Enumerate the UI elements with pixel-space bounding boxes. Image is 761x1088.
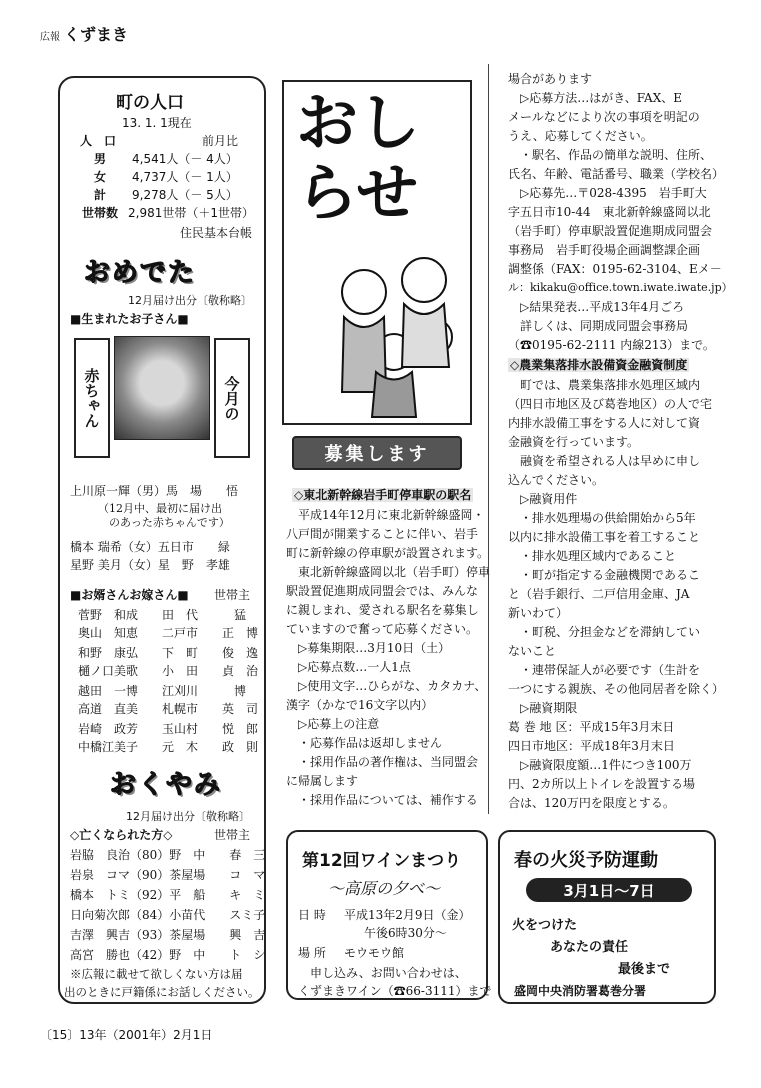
boshu-line: 八戸間が開業することに伴い、岩手 [286,527,479,541]
right-line: ・駅名、作品の簡単な説明、住所、 [508,148,713,162]
right-line: （☎0195-62-2111 内線213）まで。 [508,338,715,352]
right-line: ▷結果発表…平成13年4月ごろ [508,300,685,314]
fire-slogan-3: 最後まで [618,962,671,977]
oshirase-title [296,88,420,228]
wine-place-value: モウモウ館 [344,946,405,960]
wine-contact-2: くずまきワイン（☎66-3111）まで [298,984,492,998]
fire-slogan-2: あなたの責任 [550,940,629,955]
boshu-line: ▷使用文字…ひらがな、カタカナ、 [286,679,487,693]
population-value-male: 4,541人（－ 4人） [132,152,238,166]
right-line: ▷応募先…〒028-4395 岩手町大 [508,186,707,200]
omedeta-heading: おめでた [84,258,197,288]
boshu-line: 町に新幹線の停車駅が設置されます。 [286,546,490,560]
right-line: メールなどにより次の事項を明記の [508,110,700,124]
boshu-line: に親しまれ、愛される駅名を募集し [286,603,479,617]
featured-baby: 上川原一輝（男）馬 場 悟 [70,484,239,498]
marriage-heading: ■お婿さんお嫁さん■ [70,588,189,602]
loan-line: （四日市地区及び葛巻地区）の人で宅 [508,397,713,411]
omedeta-note: 12月届け出分〔敬称略〕 [128,294,252,307]
population-label-male: 男 [94,152,107,166]
right-line: 事務局 岩手町役場企画調整課企画 [508,243,701,257]
loan-line: ないこと [508,644,557,658]
loan-line: ・排水処理場の供給開始から5年 [508,511,696,525]
loan-line: ▷融資期限 [508,701,578,715]
marriage-row: 奥山 知恵 二戸市 正 博 [78,626,259,640]
boshu-line: ▷応募点数…一人1点 [286,660,411,674]
deceased-row: 岩脇 良治（80）野 中 春 三 [70,848,266,862]
oshirase-title-line2: らせ [296,156,419,229]
featured-note-1: （12月中、最初に届け出 [98,502,222,515]
fire-org: 盛岡中央消防署葛巻分署 [514,984,647,998]
households-value: 2,981世帯（＋1世帯） [128,206,254,220]
photo-right-panel [214,338,250,458]
masthead-name: くずまき [64,25,129,44]
baby-photo [114,336,210,440]
wine-date-label: 日 時 [298,908,326,922]
loan-line: 新いわて） [508,606,569,620]
okuyami-heading: おくやみ [110,770,223,800]
marriage-row: 菅野 和成 田 代 猛 [78,608,247,622]
population-label-total: 計 [94,188,107,202]
population-header-label: 人 口 [80,134,117,148]
oshirase-title-line1: おし [296,86,421,159]
right-line: ル：kikaku@office.town.iwate.iwate.jp） [508,281,733,294]
loan-line: 円、2カ所以上トイレを設置する場 [508,777,696,791]
loan-line: 以内に排水設備工事を着工すること [508,530,701,544]
boshu-line: ▷募集期限…3月10日（土） [286,641,451,655]
loan-line: ▷融資用件 [508,492,578,506]
loan-line: 融資を希望される人は早めに申し [508,454,701,468]
boshu-line: ・採用作品については、補作する [286,793,478,807]
photo-left-panel [74,338,110,458]
marriage-row: 和野 康弘 下 町 俊 逸 [78,646,259,660]
wine-title: 第12回ワインまつり [302,851,462,871]
right-line: 詳しくは、同期成同盟会事務局 [508,319,689,333]
okuyami-footnote-2: 出のときに戸籍係にお話しください。 [64,985,260,999]
loan-line: 内排水設備工事をする人に対して資 [508,416,701,430]
masthead [40,22,128,45]
loan-line: ・排水処理区域内であること [508,549,677,563]
population-value-female: 4,737人（－ 1人） [132,170,238,184]
page-footer: 〔15〕13年（2001年）2月1日 [40,1028,213,1042]
okuyami-note: 12月届け出分〔敬称略〕 [126,810,250,823]
boshu-line: ・応募作品は返却しません [286,736,443,750]
deceased-row: 吉澤 興吉（93）茶屋場 興 吉 [70,928,266,942]
population-date: 13. 1. 1現在 [122,116,192,130]
boshu-line: ・採用作品の著作権は、当同盟会 [286,755,479,769]
population-header-diff: 前月比 [202,134,239,148]
wine-place-label: 場 所 [298,946,326,960]
marriage-row: 岩崎 政芳 玉山村 悦 郎 [78,722,259,736]
fire-title: 春の火災予防運動 [514,850,658,871]
deceased-row: 高宮 勝也（42）野 中 ト シ [70,948,266,962]
deceased-row: 岩泉 コマ（90）茶屋場 コ マ [70,868,266,882]
loan-line: ・町が指定する金融機関であるこ [508,568,701,582]
loan-line: 葛 巻 地 区：平成15年3月末日 [508,720,675,734]
deceased-row: 橋本 トミ（92）平 船 キ ミ [70,888,266,902]
wine-date-value: 平成13年2月9日（金） [344,908,471,922]
boshu-section-heading [292,486,473,503]
boshu-line: 平成14年12月に東北新幹線盛岡・ [286,508,485,522]
oshirase-box [282,80,472,425]
boshu-line: 駅設置促進期成同盟会では、みんな [286,584,479,598]
households-label: 世帯数 [82,206,119,220]
wine-festival-box [286,830,492,1000]
photo-right-label: 今月の [222,375,241,421]
population-source: 住民基本台帳 [180,226,253,240]
marriage-heading-right: 世帯主 [214,588,251,602]
boshu-section-heading-text: ◇東北新幹線岩手町停車駅の駅名 [294,488,472,502]
right-line: （岩手町）停車駅設置促進期成同盟会 [508,224,713,238]
marriage-row: 樋ノ口美歌 小 田 貞 治 [78,664,259,678]
right-line: 氏名、年齢、電話番号、職業（学校名） [508,167,725,181]
boshu-line: 東北新幹線盛岡以北（岩手町）停車 [286,565,491,579]
birth-row: 星野 美月（女）星 野 孝雄 [70,558,230,572]
right-line: 調整係（FAX：0195-62-3104、Eメ－ [508,262,722,276]
loan-line: 四日市地区：平成18年3月末日 [508,739,675,753]
birth-row: 橋本 瑞希（女）五日市 緑 [70,540,230,554]
photo-left-label: 赤ちゃん [82,368,101,428]
population-value-total: 9,278人（－ 5人） [132,188,238,202]
loan-line: 込んでください。 [508,473,605,487]
marriage-row: 越田 一博 江刈川 博 [78,684,247,698]
wine-subtitle: ～高原の夕べ～ [328,879,441,898]
column-rule [488,64,489,814]
loan-line: 町では、農業集落排水処理区域内 [508,378,701,392]
loan-line: ・町税、分担金などを滞納してい [508,625,701,639]
births-heading: ■生まれたお子さん■ [70,312,189,326]
boshu-line: ていますので奮って応募ください。 [286,622,479,636]
right-line: 字五日市10-44 東北新幹線盛岡以北 [508,205,711,219]
marriage-row: 高道 直美 札幌市 英 司 [78,702,259,716]
right-line: うえ、応募してください。 [508,129,653,143]
wine-time-value: 午後6時30分～ [364,926,447,940]
featured-note-2: のあった赤ちゃんです） [98,516,230,529]
right-line: ▷応募方法…はがき、FAX、E [508,91,683,105]
boshu-line: に帰属します [286,774,359,788]
loan-section-heading [508,356,689,373]
loan-line: ・連帯保証人が必要です（生計を [508,663,701,677]
boshu-line: ▷応募上の注意 [286,717,380,731]
baby-photo-frame [74,330,250,460]
okuyami-footnote-1: ※広報に載せて欲しくない方は届 [70,967,243,981]
fire-slogan-1: 火をつけた [512,918,578,933]
loan-section-heading-text: ◇農業集落排水設備資金融資制度 [510,358,688,372]
deceased-heading-right: 世帯主 [214,828,251,842]
population-label-female: 女 [94,170,107,184]
loan-line: ▷融資限度額…1件につき100万 [508,758,692,772]
wine-contact-1: 申し込み、お問い合わせは、 [298,966,467,980]
loan-line: と（岩手銀行、二戸信用金庫、JA [508,587,690,601]
marriage-row: 中橋江美子 元 木 政 則 [78,740,259,754]
family-illustration [324,242,474,422]
masthead-prefix: 広報 [40,32,60,43]
loan-line: 合は、120万円を限度とする。 [508,796,675,810]
right-line: 場合があります [508,72,593,86]
boshu-banner: 募集します [292,436,462,470]
deceased-row: 日向菊次郎（84）小苗代 スミ子 [70,908,266,922]
fire-prevention-box [498,830,716,1004]
fire-period: 3月1日～7日 [526,878,692,902]
deceased-heading: ◇亡くなられた方◇ [70,828,173,842]
loan-line: 一つにする親族、その他同居者を除く） [508,682,725,696]
population-title: 町の人口 [116,93,184,113]
loan-line: 金融資を行っています。 [508,435,640,449]
boshu-line: 漢字（かなで16文字以内） [286,698,434,712]
